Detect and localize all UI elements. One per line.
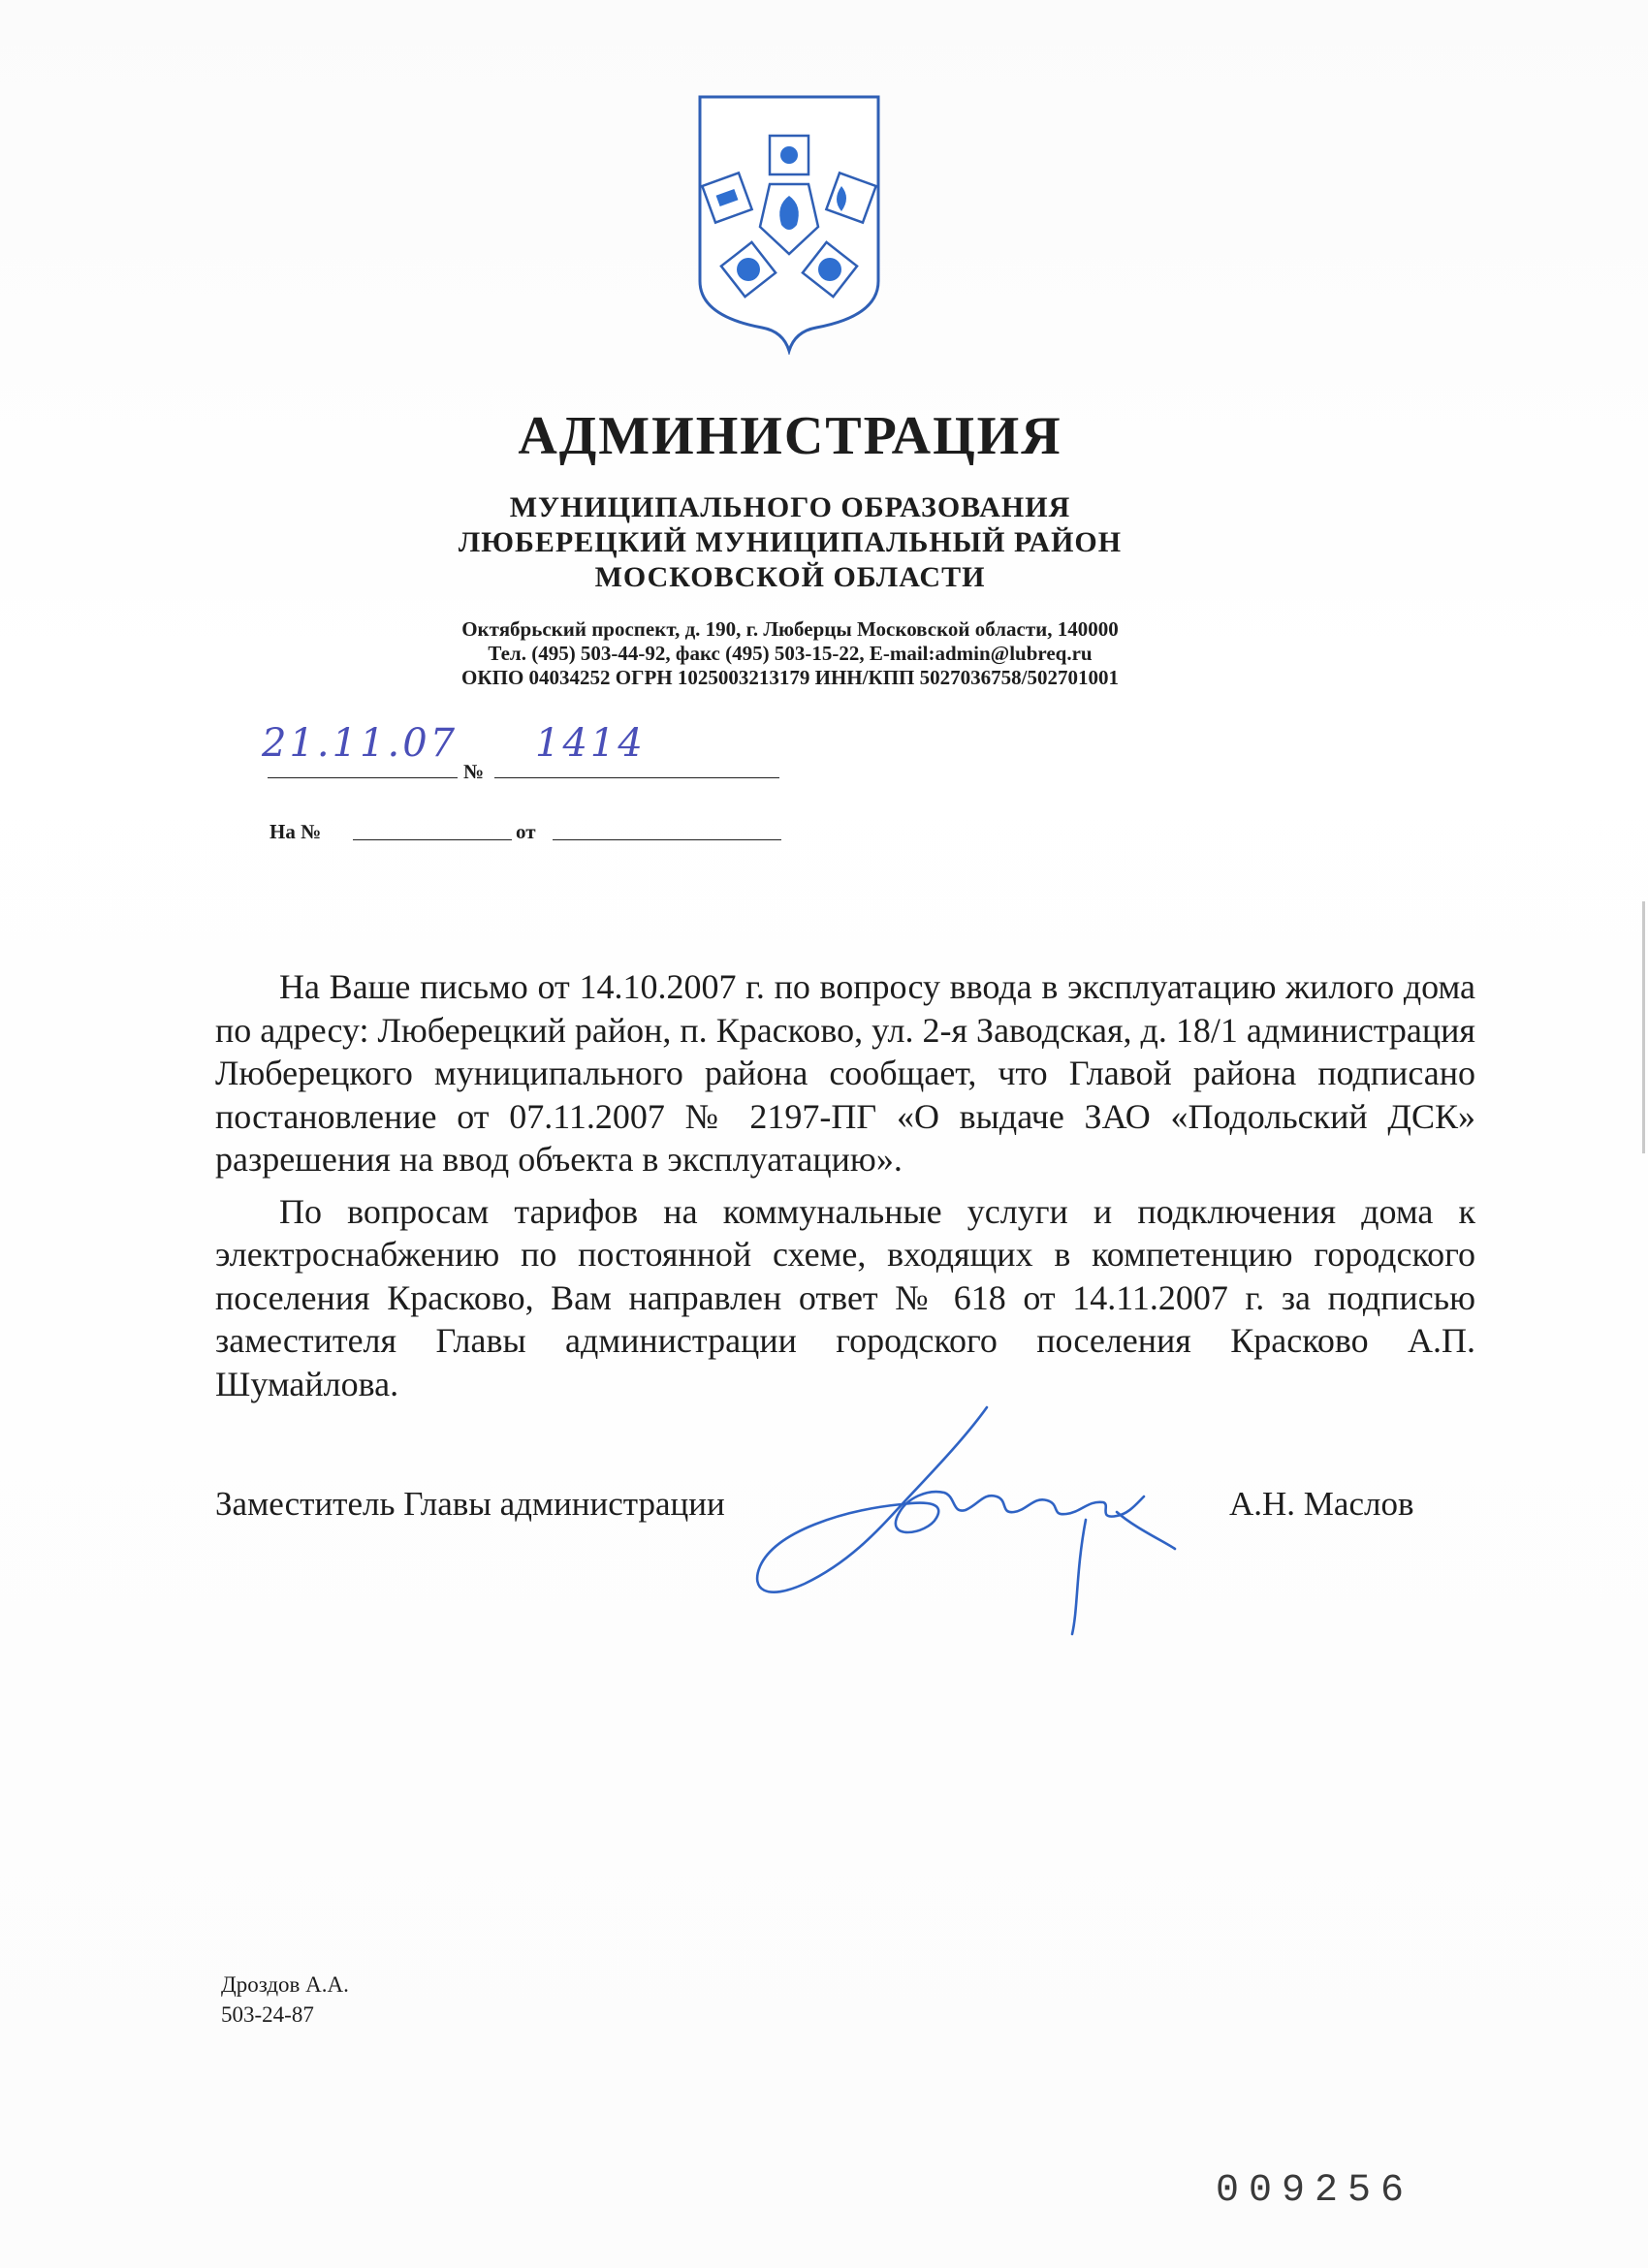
signatory-position: Заместитель Главы администрации	[215, 1485, 725, 1523]
serial-number: 009256	[1216, 2169, 1414, 2213]
organization-registry-codes: ОКПО 04034252 ОГРН 1025003213179 ИНН/КПП 5027036758/502701001	[461, 666, 1119, 689]
letter-body	[215, 965, 1475, 1405]
reply-date-line	[553, 839, 781, 840]
signatory-name: А.Н. Маслов	[1229, 1485, 1414, 1523]
coat-of-arms-emblem	[694, 91, 884, 355]
executor-phone: 503-24-87	[221, 2002, 314, 2027]
organization-subtitle-line: МУНИЦИПАЛЬНОГО ОБРАЗОВАНИЯ	[509, 491, 1071, 523]
executor-info	[221, 1969, 349, 2030]
reply-to-number-label: На №	[269, 820, 322, 843]
organization-subtitle-line: МОСКОВСКОЙ ОБЛАСТИ	[594, 561, 986, 593]
handwritten-outgoing-number: 1414	[535, 721, 646, 766]
date-line	[268, 777, 458, 778]
outgoing-number-sign: №	[463, 760, 485, 783]
handwritten-outgoing-date: 21.11.07	[262, 721, 459, 766]
reply-from-label: от	[516, 820, 536, 843]
reply-number-line	[353, 839, 512, 840]
organization-title: АДМИНИСТРАЦИЯ	[518, 406, 1062, 466]
body-paragraph: На Ваше письмо от 14.10.2007 г. по вопросу ввода в эксплуатацию жилого дома по адресу: Люберецкий район, п. Красково, ул. 2-я Заводская, д. 18/1 администрация Люберецкого муниципального района сообщает, что Главой района подписано постановление от 07.11.2007 № 2197-ПГ «О выдаче ЗАО «Подольский ДСК» разрешения на ввод объекта в эксплуатацию».	[215, 967, 1475, 1179]
number-line	[494, 777, 779, 778]
organization-subtitle-line: ЛЮБЕРЕЦКИЙ МУНИЦИПАЛЬНЫЙ РАЙОН	[458, 526, 1123, 558]
body-paragraph: По вопросам тарифов на коммунальные услуги и подключения дома к электроснабжению по постоянной схеме, входящих в компетенцию городского поселения Красково, Вам направлен ответ № 618 от 14.11.2007 г. за подписью заместителя Главы администрации городского поселения Красково А.П. Шумайлова.	[215, 1191, 1475, 1403]
scan-edge-mark	[1642, 901, 1645, 1153]
organization-contacts: Тел. (495) 503-44-92, факс (495) 503-15-22, E-mail:admin@lubreq.ru	[488, 642, 1093, 665]
handwritten-signature	[737, 1396, 1183, 1638]
organization-address: Октябрьский проспект, д. 190, г. Люберцы Московской области, 140000	[461, 617, 1119, 641]
executor-name: Дроздов А.А.	[221, 1972, 349, 1997]
